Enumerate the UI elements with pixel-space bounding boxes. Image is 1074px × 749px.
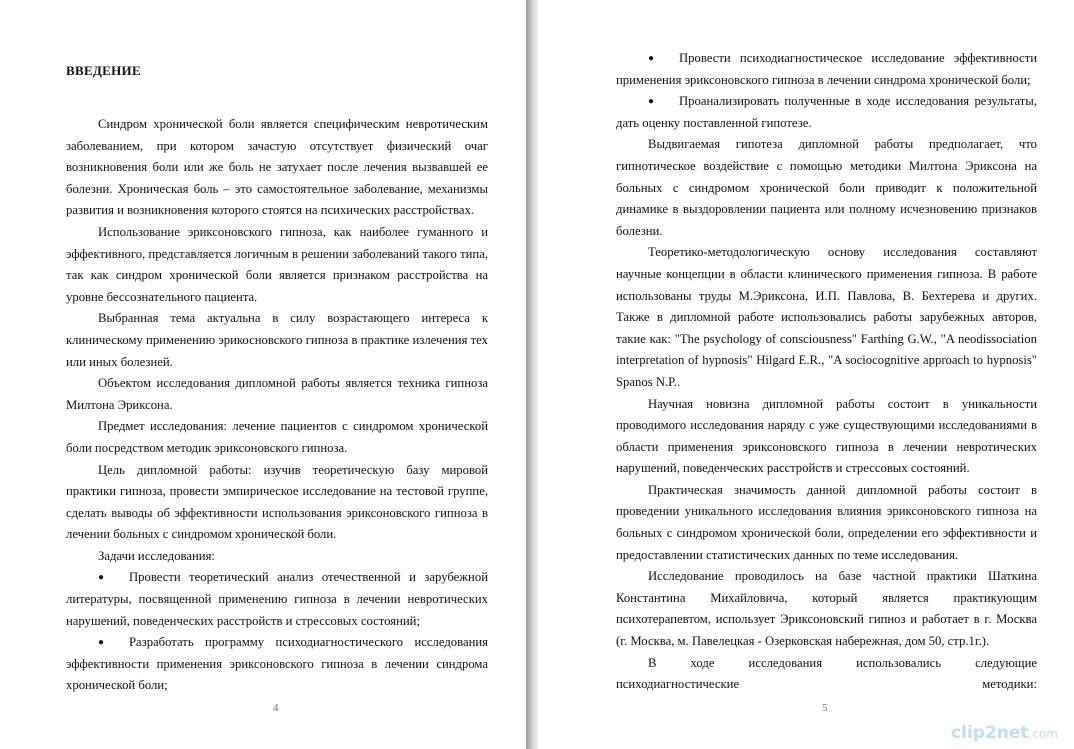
- paragraph: Использование эриксоновского гипноза, как наиболее гуманного и эффективного, представляется логичным в решении заболеваний такого типа, так как синдром хронической боли является признаком расстройства на уровне бессознательного пациента.: [66, 224, 488, 304]
- list-item: [66, 632, 488, 697]
- page-gutter: [526, 0, 538, 749]
- paragraph: Исследование проводилось на базе частной практики Шаткина Константина Михайловича, который является практикующим психотерапевтом, использует Эриксоновский гипноз и работает в г. Москва (г. Москва, м. Павелецкая - Озерковская набережная, дом 50, стр.1г.).: [616, 569, 1037, 649]
- list-item-text: Проанализировать полученные в ходе исследования результаты, дать оценку поставленной гипотезе.: [616, 94, 1037, 130]
- section-heading: ВВЕДЕНИЕ: [66, 63, 141, 78]
- list-item-text: Провести психодиагностическое исследование эффективности применения эриксоновского гипноза в лечении синдрома хронической боли;: [616, 51, 1037, 87]
- paragraph: Предмет исследования: лечение пациентов с синдромом хронической боли посредством методик эриксоновского гипноза.: [66, 419, 488, 455]
- bullet-icon: ●: [648, 96, 655, 108]
- paragraph: Выбранная тема актуальна в силу возрастающего интереса к клиническому применению эрикосновского гипноза в практике излечения тех или иных болезней.: [66, 311, 488, 369]
- bullet-icon: ●: [98, 572, 105, 584]
- list-item-text: Провести теоретический анализ отечественной и зарубежной литературы, посвященной применению гипноза в лечении невротических нарушений, поведенческих расстройств и стрессовых состояний;: [66, 570, 488, 628]
- list-item: [66, 567, 488, 632]
- paragraph: Объектом исследования дипломной работы является техника гипноза Милтона Эриксона.: [66, 376, 488, 412]
- watermark-logo: [951, 723, 1058, 743]
- paragraph: Синдром хронической боли является специфическим невротическим заболеванием, при котором зачастую отсутствует физический очаг возникновения боли или же боль не затухает после лечения вызвавшей ее болезни. Хроническая боль – это самостоятельное заболевание, механизмы развития и возникновения которого стоятся на психических расстройствах.: [66, 117, 488, 218]
- document-page-right: [538, 0, 1074, 749]
- list-item: [616, 48, 1037, 91]
- page-content: [66, 60, 488, 697]
- list-item-text: Разработать программу психодиагностического исследования эффективности применения эриксоновского гипноза в лечении синдрома хронической боли;: [66, 635, 488, 693]
- page-number: 4: [273, 702, 279, 714]
- watermark-suffix: .com: [1028, 727, 1058, 741]
- paragraph: В ходе исследования использовались следующие психодиагностические методики:: [616, 655, 1037, 692]
- page-number: 5: [822, 702, 828, 714]
- paragraph: Практическая значимость данной дипломной работы состоит в проведении уникального исследования влияния эриксоновского гипноза на больных с синдромом хронической боли, определении его эффективности и предоставлении статистических данных по теме исследования.: [616, 482, 1037, 562]
- bullet-icon: ●: [98, 637, 105, 649]
- watermark-text: clip2net: [951, 723, 1029, 743]
- paragraph: Задачи исследования:: [98, 548, 215, 563]
- paragraph: Выдвигаемая гипотеза дипломной работы предполагает, что гипнотическое воздействие с помощью методики Милтона Эриксона на больных с синдромом хронической боли приводит к положительной динамике в выздоровлении пациента или полному исчезновению признаков болезни.: [616, 137, 1037, 238]
- document-page-left: [0, 0, 526, 749]
- paragraph: Научная новизна дипломной работы состоит в уникальности проводимого исследования наряду с уже существующими исследованиями в области применения эриксоновского гипноза в лечении невротических нарушений, поведенческих расстройств и стрессовых состояний.: [616, 396, 1037, 476]
- bullet-icon: ●: [648, 53, 655, 64]
- list-item: [616, 91, 1037, 134]
- paragraph: Теоретико-методологическую основу исследования составляют научные концепции в области клинического применения гипноза. В работе использованы труды М.Эриксона, И.П. Павлова, В. Бехтерева и других. Также в дипломной работе использовались работы зарубежных авторов, такие как: "The psychology of consciousness" Farthing G.W., "A neodissociation interpretation of hypnosis" Hilgard E.R., "A sociocognitive approach to hypnosis" Spanos N.P..: [616, 245, 1037, 389]
- paragraph: Цель дипломной работы: изучив теоретическую базу мировой практики гипноза, провести эмпирическое исследование на тестовой группе, сделать выводы об эффективности использования эриксоновского гипноза в лечении больных с синдромом хронической боли.: [66, 462, 488, 542]
- page-content: [616, 48, 1037, 696]
